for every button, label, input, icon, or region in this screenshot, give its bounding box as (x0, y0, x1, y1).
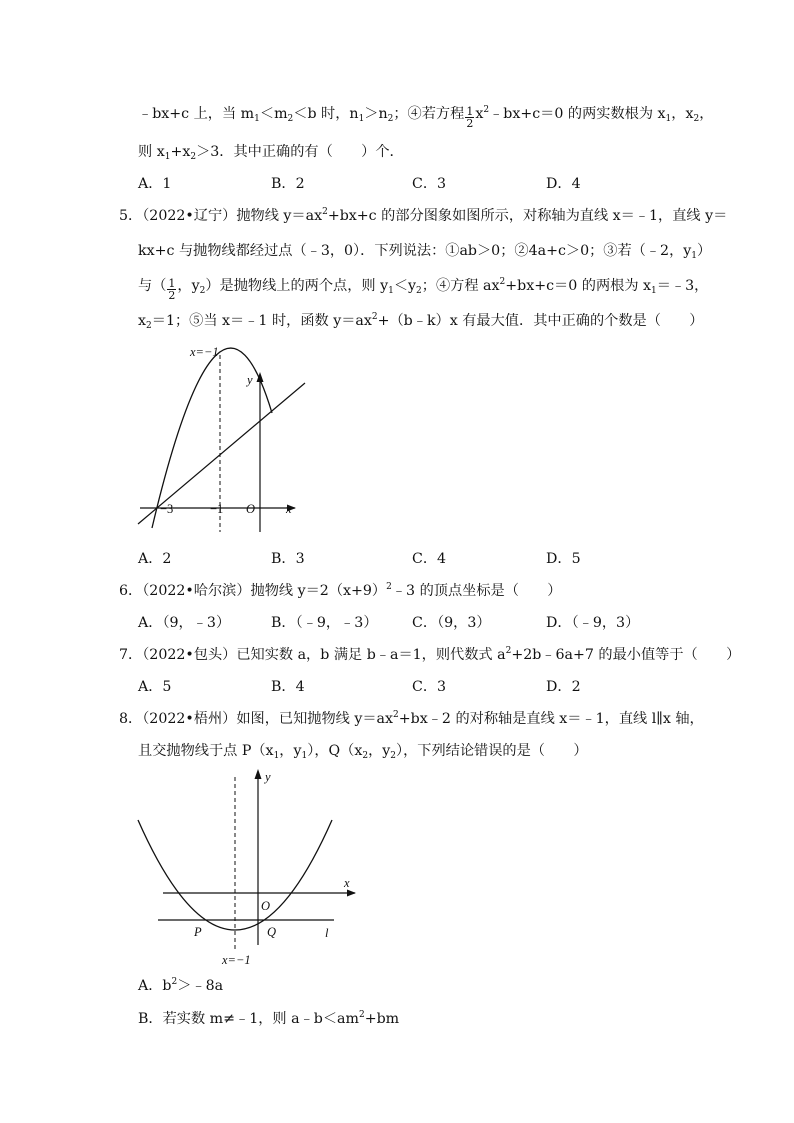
text: ﹣bx+c＝0 的两实数根为 x (489, 106, 666, 122)
sub: 1 (301, 751, 308, 761)
text: ＜m (259, 106, 288, 122)
q6-options (138, 613, 678, 633)
sub: 1 (651, 286, 657, 296)
text: ＜b 时，n (293, 106, 359, 122)
q7-option-b[interactable]: B．4 (271, 679, 305, 695)
q7-option-a[interactable]: A．5 (138, 679, 172, 695)
parabola-curve (152, 348, 272, 528)
q8-line-2 (138, 741, 588, 761)
tick-label-m3: −3 (160, 502, 174, 516)
sub: 1 (358, 114, 365, 124)
q8-graph (130, 765, 370, 970)
text: ；④方程 ax (421, 278, 500, 294)
sub: 2 (190, 152, 197, 162)
text: 且交抛物线于点 P（x (138, 743, 274, 759)
y-axis-label: y (247, 373, 253, 387)
text: ＝1；⑤当 x＝﹣1 时，函数 y＝ax (151, 313, 372, 329)
text: A．b (138, 978, 172, 994)
origin-label: O (261, 899, 271, 913)
text: ， (699, 106, 714, 122)
frac-num: 1 (168, 277, 176, 290)
q4-options (138, 174, 658, 194)
q7-line-1 (119, 645, 740, 665)
sup: 2 (483, 105, 490, 115)
point-p-label: P (194, 925, 202, 939)
text: +bx+c＝0 的两根为 x (505, 278, 652, 294)
sub: 1 (691, 251, 698, 261)
text: ＞n (364, 106, 388, 122)
sup: 2 (505, 646, 512, 656)
origin-label: O (246, 502, 256, 516)
text: +（b﹣k）x 有最大值．其中正确的个数是（ ） (377, 313, 704, 329)
sub: 1 (388, 286, 394, 296)
q8-option-b[interactable] (138, 1009, 399, 1029)
text: +bx﹣2 的对称轴是直线 x＝﹣1，直线 l∥x 轴， (398, 711, 704, 727)
sup: 2 (171, 977, 178, 987)
q6-option-a[interactable]: A．（9，﹣3） (138, 615, 231, 631)
symmetry-label: x=−1 (190, 345, 219, 359)
text: kx+c 与抛物线都经过点（﹣3，0）．下列说法：①ab＞0；②4a+c＞0；③若（﹣2，y (138, 243, 692, 259)
text: ﹣3 的顶点坐标是（ ） (391, 583, 562, 599)
q5-option-b[interactable]: B．3 (271, 551, 305, 567)
sup: 2 (371, 312, 378, 322)
q5-options (138, 549, 658, 569)
q7-options (138, 677, 658, 697)
q5-option-c[interactable]: C．4 (412, 551, 447, 567)
symmetry-label: x=−1 (222, 953, 251, 967)
frac-num: 1 (466, 105, 474, 118)
text: ）是抛物线上的两个点，则 y (205, 278, 389, 294)
text: ，y (279, 743, 302, 759)
q4-line-1 (138, 104, 713, 129)
point-q-label: Q (267, 925, 277, 939)
text: 则 x (138, 144, 165, 160)
y-axis-arrow-icon (255, 769, 262, 779)
frac-den: 2 (466, 117, 474, 130)
sub: 2 (416, 286, 422, 296)
text: B．若实数 m≠﹣1，则 a﹣b＜am (138, 1011, 359, 1027)
sub: 1 (164, 152, 171, 162)
fraction (167, 278, 176, 301)
text: ），Q（x (307, 743, 363, 759)
text: +2b﹣6a+7 的最小值等于（ ） (511, 647, 741, 663)
sup: 2 (393, 710, 399, 720)
q5-line-3 (138, 276, 708, 301)
q5-option-a[interactable]: A．2 (138, 551, 172, 567)
text: +bm (364, 1011, 400, 1027)
q4-option-a[interactable]: A．1 (138, 176, 172, 192)
frac-den: 2 (168, 289, 176, 302)
sub: 1 (254, 114, 260, 124)
sub: 1 (665, 114, 672, 124)
q6-line-1 (119, 581, 561, 601)
sup: 2 (386, 582, 392, 592)
text: x (138, 313, 147, 329)
text: 7．（2022•包头）已知实数 a，b 满足 b﹣a＝1，则代数式 a (119, 647, 506, 663)
text: +bx+c 的部分图象如图所示，对称轴为直线 x＝﹣1，直线 y＝ (327, 208, 728, 224)
q5-line-2 (138, 241, 711, 261)
q4-line-2 (138, 142, 404, 162)
q5-option-d[interactable]: D．5 (546, 551, 581, 567)
text: x (475, 106, 484, 122)
sub: 2 (146, 321, 152, 331)
text: +x (170, 144, 191, 160)
q7-option-d[interactable]: D．2 (546, 679, 581, 695)
text: ；④若方程 (393, 106, 465, 122)
text: 5．（2022•辽宁）抛物线 y＝ax (119, 208, 323, 224)
x-axis-label: x (344, 876, 350, 890)
sub: 2 (287, 114, 294, 124)
sub: 2 (362, 751, 369, 761)
x-axis-label: x (286, 502, 292, 516)
q5-graph (130, 340, 310, 540)
q8-line-1 (119, 709, 704, 729)
sup: 2 (358, 1010, 365, 1020)
text: ），下列结论错误的是（ ） (396, 743, 588, 759)
sub: 2 (387, 114, 394, 124)
text: ﹣bx+c 上，当 m (138, 106, 255, 122)
q4-option-b[interactable]: B．2 (271, 176, 305, 192)
text: ） (697, 243, 712, 259)
text: 6．（2022•哈尔滨）抛物线 y＝2（x+9） (119, 583, 387, 599)
text: ＜y (393, 278, 417, 294)
sup: 2 (322, 207, 328, 217)
text: ，y (177, 278, 200, 294)
q5-line-1 (119, 206, 727, 226)
q6-option-b[interactable]: B．（﹣9，﹣3） (271, 615, 378, 631)
line-l-label: l (325, 926, 329, 940)
fraction (465, 106, 474, 129)
sub: 2 (693, 114, 700, 124)
text: 8．（2022•梧州）如图，已知抛物线 y＝ax (119, 711, 394, 727)
q5-line-4 (138, 311, 703, 331)
sub: 2 (390, 751, 397, 761)
q4-option-c[interactable]: C．3 (412, 176, 447, 192)
sub: 1 (273, 751, 280, 761)
tick-label-m1: −1 (210, 502, 224, 516)
text: 与（ (138, 278, 167, 294)
text: ＞﹣8a (177, 978, 224, 994)
text: ＞3．其中正确的有（ ）个． (196, 144, 404, 160)
q8-option-a[interactable] (138, 976, 223, 996)
sub: 2 (199, 286, 206, 296)
q6-option-d[interactable]: D．（﹣9，3） (546, 615, 640, 631)
q4-option-d[interactable]: D．4 (546, 176, 581, 192)
y-axis-label: y (265, 770, 271, 784)
q6-option-c[interactable]: C．（9，3） (412, 615, 491, 631)
text: ，y (368, 743, 391, 759)
x-axis-arrow-icon (347, 890, 356, 897)
q7-option-c[interactable]: C．3 (412, 679, 447, 695)
text: ＝﹣3， (656, 278, 709, 294)
sup: 2 (499, 277, 506, 287)
text: ，x (671, 106, 694, 122)
